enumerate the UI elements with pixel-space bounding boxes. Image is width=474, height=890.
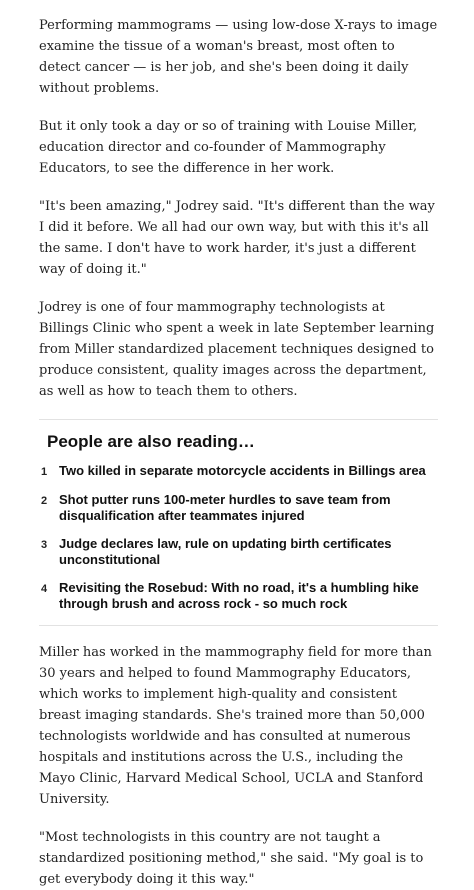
article-paragraph: "It's been amazing," Jodrey said. "It's different than the way I did it before. We all had our own way, but with this it's all the same. I don't have to work harder, it's just a different way of doing it." <box>39 199 435 277</box>
item-number: 1 <box>41 466 48 478</box>
article-body <box>0 15 474 890</box>
item-number: 3 <box>41 539 48 551</box>
also-reading-list <box>39 463 438 612</box>
article-paragraph: Performing mammograms — using low-dose X-rays to image examine the tissue of a woman's breast, most often to detect cancer — is her job, and she's been doing it daily without problems. <box>39 18 438 96</box>
people-also-reading-title: People are also reading… <box>47 432 255 451</box>
people-also-reading <box>39 420 438 625</box>
headline-link[interactable]: Judge declares law, rule on updating birth certificates unconstitutional <box>59 536 392 567</box>
article-paragraph: "Most technologists in this country are not taught a standardized positioning method," she said. "My goal is to get everybody doing it this way." <box>39 830 424 887</box>
section-divider-bottom <box>39 625 438 626</box>
headline-link[interactable]: Shot putter runs 100-meter hurdles to save team from disqualification after teammates injured <box>59 492 391 523</box>
list-item <box>39 492 438 524</box>
list-item <box>39 463 438 480</box>
item-number: 4 <box>41 583 48 595</box>
list-item <box>39 580 438 612</box>
article-paragraph: But it only took a day or so of training with Louise Miller, education director and co-founder of Mammography Educators, to see the difference in her work. <box>39 119 418 176</box>
list-item <box>39 536 438 568</box>
article-paragraph: Jodrey is one of four mammography technologists at Billings Clinic who spent a week in late September learning from Miller standardized placement techniques designed to produce consistent, quality images across the department, as well as how to teach them to others. <box>39 300 435 399</box>
headline-link[interactable]: Two killed in separate motorcycle accidents in Billings area <box>59 463 426 478</box>
article-paragraph: Miller has worked in the mammography field for more than 30 years and helped to found Mammography Educators, which works to implement high-quality and consistent breast imaging standards. She's trained more than 50,000 technologists worldwide and has consulted at numerous hospitals and institutions across the U.S., including the Mayo Clinic, Harvard Medical School, UCLA and Stanford University. <box>39 645 432 807</box>
item-number: 2 <box>41 495 48 507</box>
headline-link[interactable]: Revisiting the Rosebud: With no road, it's a humbling hike through brush and across rock - so much rock <box>59 580 419 611</box>
